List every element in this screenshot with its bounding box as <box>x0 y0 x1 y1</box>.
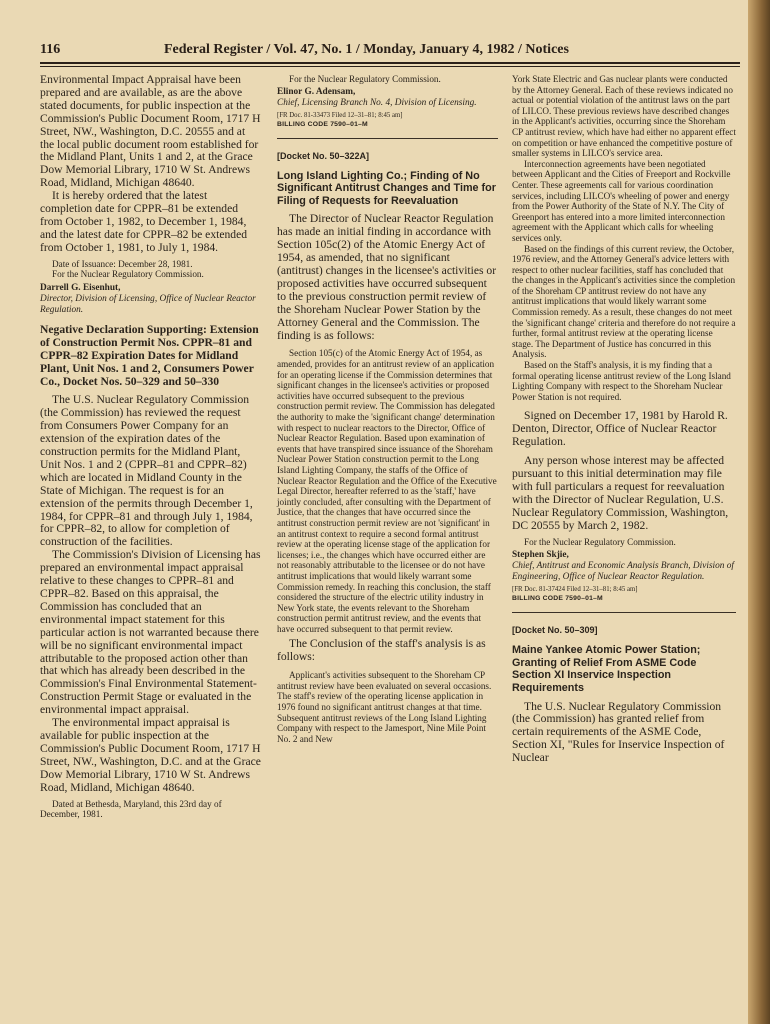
for-commission: For the Nuclear Regulatory Commission. <box>289 74 441 84</box>
docket-number: [Docket No. 50–322A] <box>277 150 370 161</box>
fr-doc-line: [FR Doc. 81-33473 Filed 12–31–81; 8:45 am] <box>277 111 403 119</box>
section-heading: Negative Declaration Supporting: Extension of Construction Permit Nos. CPPR–81 and CPPR–82 Expiration Dates for Midland Plant, Unit Nos. 1 and 2, Consumers Power Co., Docket Nos. 50–329 and 50–330 <box>40 322 259 388</box>
billing-code: BILLING CODE 7590–01–M <box>277 120 368 128</box>
body-paragraph: The U.S. Nuclear Regulatory Commission (the Commission) has granted relief from certain requirements of the ASME Code, Section XI, "Rules for Inservice Inspection of Nuclear <box>512 699 725 765</box>
body-paragraph: The Commission's Division of Licensing has prepared an environmental impact appraisal relative to these changes to CPPR–81 and CPPR–82. Based on this appraisal, the Commission has concluded that an environmental impact statement for this particular action is not warranted because there will be no significant environmental impact attributable to the proposed action other than that which has already been described in the Commission's Final Environmental Statement-Construction Permit Stage or evaluated in the environmental impact appraisal. <box>40 548 261 717</box>
page-header <box>40 42 740 60</box>
quoted-paragraph: York State Electric and Gas nuclear plants were conducted by the Attorney General. Each of these reviews indicated no actual or potential violation of the antitrust laws on the part of LILCO. These previous reviews have described changes in the Applicant's activities, occurring since the Shoreham CP antitrust review, which have had either no apparent effect on competition or have enhanced the competitive posture of smaller systems in LILCO's service area. <box>512 74 736 159</box>
body-paragraph: The Director of Nuclear Reactor Regulation has made an initial finding in accordance with Section 105c(2) of the Atomic Energy Act of 1954, as amended, that no significant (antitrust) changes in the licensee's activities or proposed activities have occurred subsequent to the previous construction permit review of the Shoreham Nuclear Power Station by the Attorney General and the Commission. The finding is as follows: <box>277 212 497 342</box>
body-paragraph: Environmental Impact Appraisal have been prepared and are available, as are the above stated documents, for public inspection at the Commission's Public Document Room, 1717 H Street, NW., Washington, D.C. 20555 and at the local public document room established for the Midland Plant, Units 1 and 2, at the Grace Dow Memorial Library, 1710 W St. Andrews Road, Midland, Michigan 48640. <box>40 73 261 190</box>
quoted-paragraph: Based on the findings of this current review, the October, 1976 review, and the Attorney General's advice letters with respect to other nuclear facilities, staff has concluded that the changes in the Applicant's activities since the completion of the Shoreham CP antitrust review do not have any antitrust implications that would likely warrant some Commission remedy. As a result, these changes do not meet the 'significant change' criteria and therefore do not require a further, formal antitrust review at the operating license stage. The Department of Justice has concurred in this Analysis. <box>512 243 736 360</box>
billing-code: BILLING CODE 7590–01–M <box>512 595 603 603</box>
book-spine-edge <box>748 0 770 1024</box>
quoted-paragraph: Based on the Staff's analysis, it is my finding that a formal operating license antitrust review of the Long Island Lighting Company with respect to the Shoreham Nuclear Power Station is not required. <box>512 360 731 402</box>
body-paragraph: The U.S. Nuclear Regulatory Commission (the Commission) has reviewed the request from Consumers Power Company for an extension of the expiration dates of the construction permits for the Midland Plant, Unit Nos. 1 and 2 (CPPR–81 and CPPR–82) which are located in Midland County in the State of Michigan. The request is for an extension of the permits through December 1, 1984, for CPPR–81 and through July 1, 1984, for CPPR–82, to allow for completion of construction of the facilities. <box>40 393 253 549</box>
header-rule-thick <box>40 62 740 64</box>
quoted-finding: Section 105(c) of the Atomic Energy Act of 1954, as amended, provides for an antitrust review of an application for an operating license if the Commission determines that significant changes in the licensee's activities or proposed activities have occurred subsequent to the previous construction permit review. The Commission has delegated the authority to make the 'significant change' determination with respect to nuclear reactors to the Director, Office of Nuclear Reactor Regulation. Based upon examination of events that have transpired since issuance of the Shoreham Nuclear Power Station construction permit to the Long Island Lighting Company, the staffs of the Office of Nuclear Reactor Regulation and the Office of the Executive Legal Director, hereafter referred to as the 'staff,' have jointly concluded, after consulting with the Department of Justice, that the changes that have occurred since the antitrust construction permit review are not 'significant' in an antitrust context to require a second formal antitrust review at the operating license stage of the application for licenses; i.e., the changes which have occurred either are not reasonably attributable to the licensee or do not have antitrust implications that would likely warrant some Commission remedy. In reaching this conclusion, the staff considered the structure of the electric utility industry in New York state, the events relevant to the Shoreham construction permit antitrust review, and the events that have occurred subsequent to that permit review. <box>277 348 497 634</box>
column-middle <box>277 74 498 744</box>
signer-name: Elinor G. Adensam, <box>277 86 356 97</box>
section-separator <box>277 138 498 139</box>
quoted-conclusion: Applicant's activities subsequent to the Shoreham CP antitrust review have been evaluated on several occasions. The staff's review of the operating license application in 1976 found no significant antitrust changes at that time. Subsequent antitrust reviews of the Long Island Lighting Company with respect to the Jamesport, Nine Mile Point No. 2 and New <box>277 670 492 744</box>
column-left <box>40 74 262 820</box>
dated-line: Dated at Bethesda, Maryland, this 23rd day of December, 1981. <box>40 798 222 820</box>
signer-name: Darrell G. Eisenhut, <box>40 282 121 293</box>
date-of-issuance: Date of Issuance: December 28, 1981. <box>52 258 193 269</box>
section-separator <box>512 612 736 613</box>
signer-title: Chief, Antitrust and Economic Analysis Branch, Division of Engineering, Office of Nuclear Reactor Regulation. <box>512 561 734 583</box>
quoted-paragraph: Interconnection agreements have been negotiated between Applicant and the Cities of Freeport and Rockville Center. These agreements call for various coordination services, including LILCO's wheeling of power and energy from the Power Authority of the State of N.Y. The City of Greenport has entered into a more limited interconnection agreement with the Applicant which calls for wheeling services only. <box>512 158 731 243</box>
column-right <box>512 74 736 765</box>
section-heading: Maine Yankee Atomic Power Station; Granting of Relief From ASME Code Section XI Inservice Inspection Requirements <box>512 644 701 694</box>
section-heading: Long Island Lighting Co.; Finding of No Significant Antitrust Changes and Time for Filing of Requests for Reevaluation <box>277 169 496 207</box>
docket-number: [Docket No. 50–309] <box>512 625 598 636</box>
body-paragraph: Signed on December 17, 1981 by Harold R. Denton, Director, Office of Nuclear Reactor Regulation. <box>512 409 728 449</box>
body-paragraph: Any person whose interest may be affected pursuant to this initial determination may file with full particulars a request for reevaluation with the Director of Nuclear Regulation, U.S. Nuclear Regulatory Commission, Washington, DC 20555 by March 2, 1982. <box>512 454 729 532</box>
body-paragraph: The Conclusion of the staff's analysis is as follows: <box>277 637 486 664</box>
order-paragraph: It is hereby ordered that the latest completion date for CPPR–81 be extended from October 1, 1982, to December 1, 1984, and the latest date for CPPR–82 be extended from October 1, 1981, to July 1, 1984. <box>40 189 248 254</box>
signer-title: Chief, Licensing Branch No. 4, Division of Licensing. <box>277 97 477 108</box>
running-head: Federal Register / Vol. 47, No. 1 / Monday, January 4, 1982 / Notices <box>164 42 569 57</box>
signer-title: Director, Division of Licensing, Office of Nuclear Reactor Regulation. <box>40 293 256 315</box>
for-commission: For the Nuclear Regulatory Commission. <box>52 269 204 280</box>
header-rule-thin <box>40 66 740 67</box>
for-commission: For the Nuclear Regulatory Commission. <box>524 536 676 547</box>
body-paragraph: The environmental impact appraisal is available for public inspection at the Commission's Public Document Room, 1717 H Street, NW., Washington, D.C. and at the Grace Dow Memorial Library, 1710 W St. Andrews Road, Midland, Michigan 48640. <box>40 716 261 794</box>
fr-doc-line: [FR Doc. 81-37424 Filed 12–31–81; 8:45 am] <box>512 586 638 594</box>
page-number: 116 <box>40 42 61 57</box>
signer-name: Stephen Skjie, <box>512 550 569 561</box>
